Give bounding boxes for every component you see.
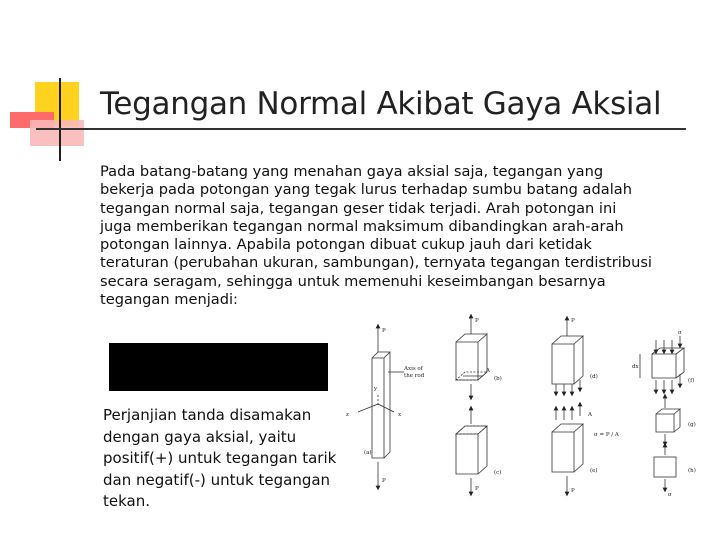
label-force-bottom-a: P (382, 478, 386, 484)
convention-line: positif(+) untuk tegangan tarik (103, 449, 337, 467)
formula-placeholder-box (109, 343, 328, 391)
body-paragraph (100, 163, 700, 309)
label-panel-g: (g) (688, 422, 696, 428)
label-the-rod: the rod (404, 373, 425, 379)
panel-a-rod (358, 326, 404, 488)
label-panel-b: (b) (494, 376, 502, 382)
decor-vertical-line (59, 78, 61, 161)
convention-line: dan negatif(-) untuk tegangan (103, 470, 331, 489)
panel-g-element (656, 396, 680, 444)
body-line: Pada batang-batang yang menahan gaya aksial saja, tegangan yang (100, 163, 604, 180)
label-area-b: A (486, 368, 490, 374)
label-panel-c: (c) (494, 470, 502, 476)
label-axis-y: y (374, 386, 378, 392)
label-axis-z: z (346, 412, 349, 418)
label-axis-x: x (398, 412, 402, 418)
label-sigma-h: σ (668, 492, 672, 498)
label-panel-a: (a) (364, 450, 372, 456)
title-divider (36, 128, 686, 130)
body-line: secara seragam, sehingga untuk memenuhi keseimbangan besarnya (100, 272, 606, 290)
panel-h-element (654, 445, 676, 490)
label-panel-d: (d) (590, 374, 598, 380)
sign-convention-text (103, 405, 363, 513)
panel-e-block (552, 404, 583, 494)
axial-stress-figure (338, 312, 708, 498)
label-dx: dx (632, 364, 639, 370)
body-line: tegangan menjadi: (100, 291, 238, 309)
label-panel-e: (e) (590, 468, 598, 474)
slide-title: Tegangan Normal Akibat Gaya Aksial (100, 86, 662, 122)
label-axis-of: Axis of (404, 366, 423, 372)
body-line: teraturan (perubahan ukuran, sambungan), ternyata tegangan terdistribusi (100, 254, 652, 272)
label-sigma-f: σ (678, 330, 682, 336)
panel-c-block (456, 408, 487, 494)
label-force-d: P (571, 318, 575, 324)
panel-f-element (640, 336, 684, 392)
label-force-b: P (475, 318, 479, 324)
label-force-e: P (571, 488, 575, 494)
label-force-top-a: P (382, 328, 386, 334)
convention-line: Perjanjian tanda disamakan (103, 406, 312, 424)
body-line: tegangan normal saja, tegangan geser tidak terjadi. Arah potongan ini (100, 199, 617, 217)
body-line: potongan lainnya. Apabila potongan dibuat cukup jauh dari ketidak (100, 236, 592, 254)
decor-pink-square (30, 120, 84, 146)
label-panel-f: (f) (688, 378, 695, 384)
label-area-e: A (588, 412, 592, 418)
label-panel-h: (h) (688, 468, 696, 474)
convention-line: tekan. (103, 492, 150, 510)
panel-d-block (552, 318, 583, 394)
label-sigma-formula: σ = P / A (594, 432, 619, 438)
convention-line: dengan gaya aksial, yaitu (103, 427, 297, 446)
body-line: bekerja pada potongan yang tegak lurus terhadap sumbu batang adalah (100, 181, 632, 199)
label-force-c: P (475, 486, 479, 492)
panel-b-block (456, 316, 487, 398)
body-line: juga memberikan tegangan normal maksimum dibandingkan arah-arah (100, 217, 624, 235)
